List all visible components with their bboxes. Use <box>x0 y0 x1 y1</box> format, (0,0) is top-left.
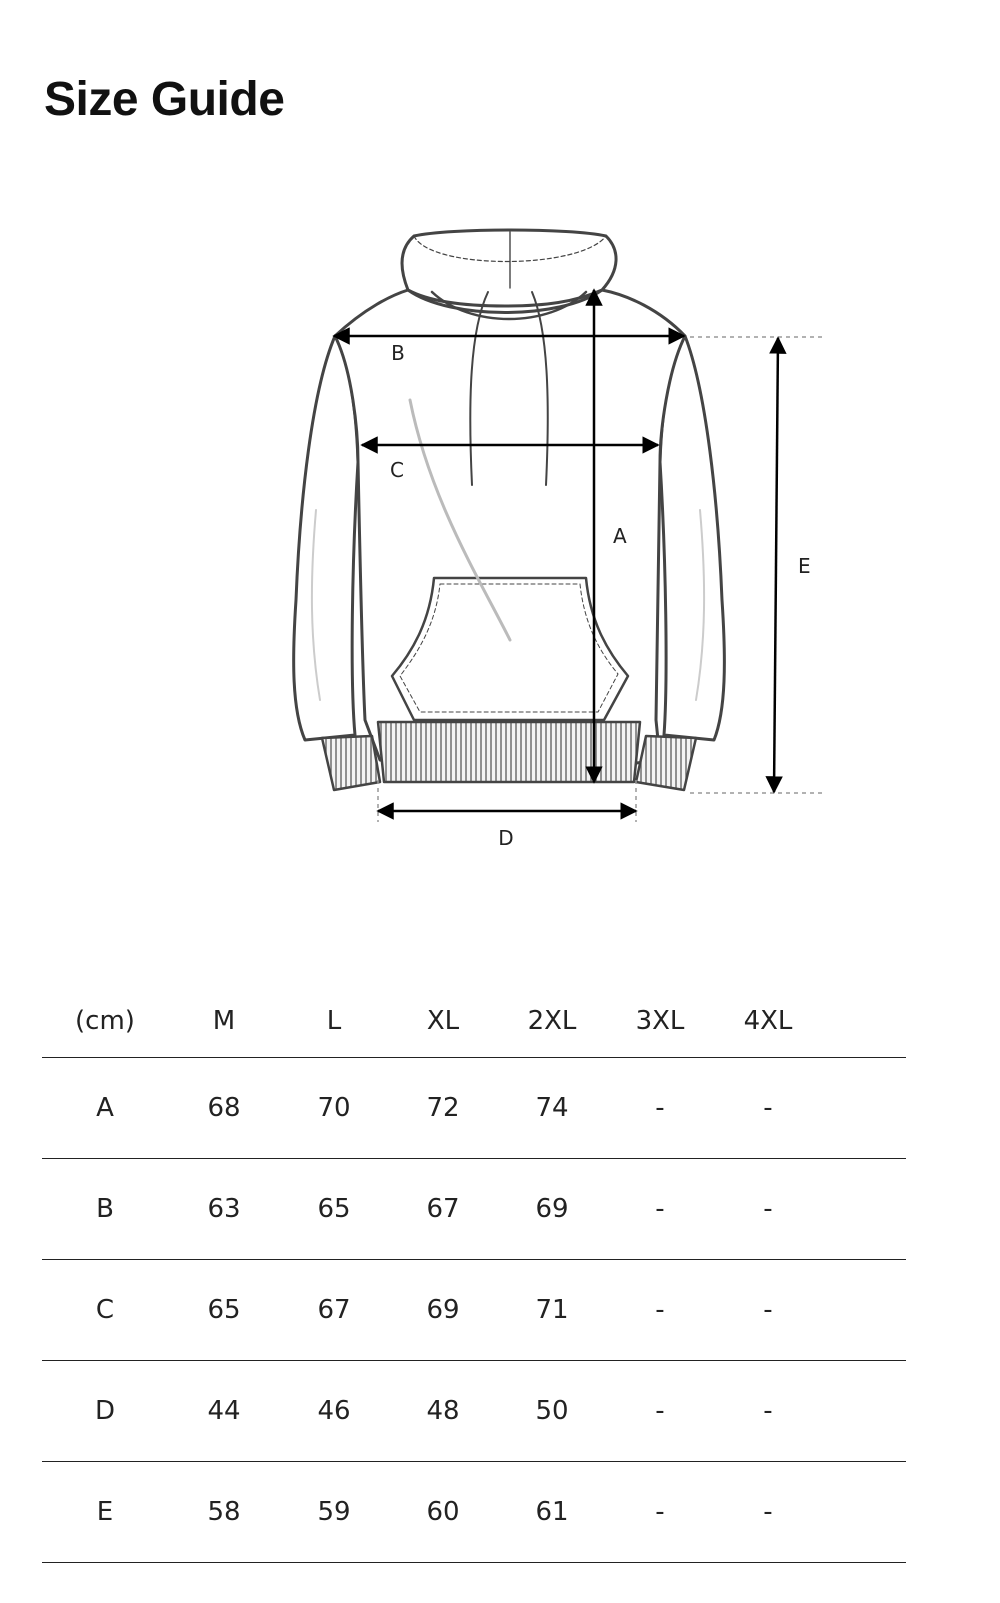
table-cell: 61 <box>498 1462 606 1563</box>
size-header: M <box>212 1006 236 1036</box>
table-cell: 63 <box>168 1159 280 1260</box>
table-row <box>42 1361 906 1462</box>
left-sleeve <box>294 336 358 740</box>
label-d: D <box>498 826 514 850</box>
table-row <box>42 1058 906 1159</box>
table-cell: - <box>714 1260 822 1361</box>
size-header: 3XL <box>635 1006 685 1036</box>
row-label: D <box>42 1361 168 1462</box>
table-cell: 65 <box>280 1159 388 1260</box>
table-cell: 69 <box>498 1159 606 1260</box>
hoodie-measurement-diagram <box>0 200 1000 900</box>
table-cell: 48 <box>388 1361 498 1462</box>
size-header: L <box>326 1006 342 1036</box>
table-header-row <box>42 985 906 1058</box>
size-header: XL <box>426 1006 460 1036</box>
table-cell: - <box>606 1361 714 1462</box>
size-header: 4XL <box>743 1006 793 1036</box>
label-c: C <box>390 458 404 482</box>
table-cell: - <box>606 1159 714 1260</box>
table-cell: 58 <box>168 1462 280 1563</box>
table-row <box>42 1159 906 1260</box>
table-cell: 68 <box>168 1058 280 1159</box>
waistband-rib <box>378 722 640 782</box>
left-cuff <box>322 736 380 790</box>
table-cell: - <box>714 1058 822 1159</box>
table-cell: 72 <box>388 1058 498 1159</box>
hoodie-illustration <box>294 230 725 790</box>
arrow-e <box>774 338 778 792</box>
table-cell: 74 <box>498 1058 606 1159</box>
right-sleeve <box>660 336 724 740</box>
table-cell: 59 <box>280 1462 388 1563</box>
row-label: B <box>42 1159 168 1260</box>
right-cuff <box>636 736 696 790</box>
size-header: 2XL <box>527 1006 577 1036</box>
table-cell: - <box>714 1462 822 1563</box>
table-cell: - <box>606 1462 714 1563</box>
table-cell: 46 <box>280 1361 388 1462</box>
label-b: B <box>391 341 405 365</box>
table-cell: - <box>714 1159 822 1260</box>
row-label: C <box>42 1260 168 1361</box>
label-e: E <box>798 554 811 578</box>
table-cell: 71 <box>498 1260 606 1361</box>
table-cell: 67 <box>280 1260 388 1361</box>
size-table <box>42 985 906 1563</box>
table-cell: 60 <box>388 1462 498 1563</box>
table-cell: 67 <box>388 1159 498 1260</box>
table-cell: 50 <box>498 1361 606 1462</box>
table-cell: 69 <box>388 1260 498 1361</box>
table-row <box>42 1260 906 1361</box>
table-cell: - <box>606 1058 714 1159</box>
page-title: Size Guide <box>44 73 285 126</box>
unit-header: (cm) <box>75 1006 135 1036</box>
row-label: A <box>42 1058 168 1159</box>
row-label: E <box>42 1462 168 1563</box>
table-cell: 70 <box>280 1058 388 1159</box>
table-cell: - <box>714 1361 822 1462</box>
table-cell: 44 <box>168 1361 280 1462</box>
table-row <box>42 1462 906 1563</box>
table-cell: - <box>606 1260 714 1361</box>
label-a: A <box>613 524 627 548</box>
table-cell: 65 <box>168 1260 280 1361</box>
